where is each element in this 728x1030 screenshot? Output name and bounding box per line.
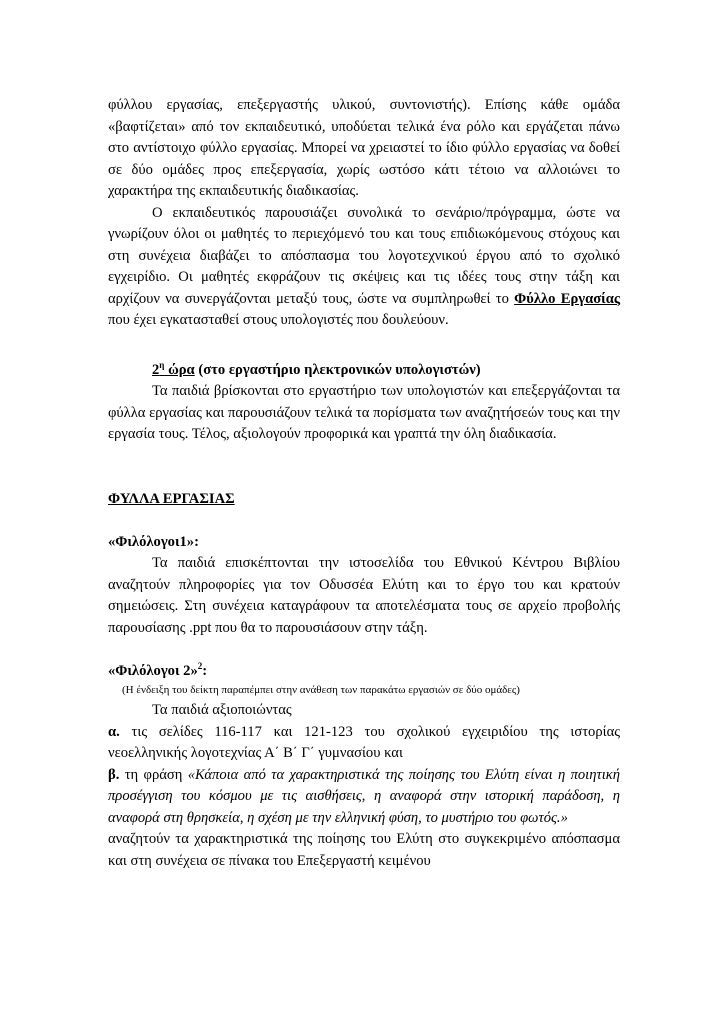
worksheet-2-intro: Τα παιδιά αξιοποιώντας xyxy=(152,702,292,718)
item-b-label: β. xyxy=(108,766,120,783)
hour-2-location: (στο εργαστήριο ηλεκτρονικών υπολογιστών) xyxy=(194,361,481,378)
hour-2-word: ώρα xyxy=(164,361,195,378)
worksheet-2-title xyxy=(108,661,620,683)
item-a-text: τις σελίδες 116-117 και 121-123 του σχολικού εγχειριδίου της ιστορίας νεοελληνικής λογοτεχνίας Α΄ Β΄ Γ΄ γυμνασίου και xyxy=(108,723,620,761)
worksheet-2-note: (Η ένδειξη του δείκτη παραπέμπει στην ανάθεση των παρακάτω εργασιών σε δύο ομάδες) xyxy=(122,684,520,696)
worksheet-2-final: αναζητούν τα χαρακτηριστικά της ποίησης του Ελύτη στο συγκεκριμένο απόσπασμα και στη συνέχεια σε πίνακα του Επεξεργαστή κειμένου xyxy=(108,831,620,869)
paragraph-hour-2: Τα παιδιά βρίσκονται στο εργαστήριο των υπολογιστών και επεξεργάζονται τα φύλλα εργασίας και παρουσιάζουν τελικά τα πορίσματα των αναζητήσεών τους και την εργασία τους. Τέλος, αξιολογούν προφορικά και γραπτά την όλη διαδικασία. xyxy=(108,383,620,442)
worksheet-1-title: «Φιλόλογοι1»: xyxy=(108,533,199,550)
worksheet-1-text: Τα παιδιά επισκέπτονται την ιστοσελίδα του Εθνικού Κέντρου Βιβλίου αναζητούν πληροφορίες για τον Οδυσσέα Ελύτη και το έργο του και κρατούν σημειώσεις. Στη συνέχεια καταγράφουν τα αποτελέσματα τους σε αρχείο προβολής παρουσίασης .ppt που θα το παρουσιάσουν στην τάξη. xyxy=(108,555,620,636)
spacer xyxy=(108,510,620,532)
item-b xyxy=(108,765,620,830)
spacer xyxy=(108,639,620,661)
spacer xyxy=(108,446,620,468)
paragraph-text-end: που έχει εγκατασταθεί στους υπολογιστές που δουλεύουν. xyxy=(108,312,449,328)
hour-2-label xyxy=(152,359,195,378)
worksheet-2-title-text: «Φιλόλογοι 2» xyxy=(108,662,198,679)
item-b-quote: «Κάποια από τα χαρακτηριστικά της ποίησης του Ελύτη είναι η ποιητική προσέγγιση του κόσμου με τις αισθήσεις, η αναφορά στην ιστορική παράδοση, η αναφορά στη θρησκεία, η σχέση με την ελληνική φύση, το μυστήριο του φωτός.» xyxy=(108,766,620,826)
hour-2-heading xyxy=(108,360,620,382)
worksheet-2-colon: : xyxy=(202,662,208,679)
worksheet-2-footnote-marker: 2 xyxy=(197,660,203,671)
item-a xyxy=(108,722,620,765)
hour-2-superscript: η xyxy=(159,359,165,370)
paragraph-continuation: φύλλου εργασίας, επεξεργαστής υλικού, συντονιστής). Επίσης κάθε ομάδα «βαφτίζεται» από τον εκπαιδευτικό, υποδύεται τελικά ένα ρόλο και εργάζεται πάνω στο αντίστοιχο φύλλο εργασίας. Μπορεί να χρειαστεί το ίδιο φύλλο εργασίας να δοθεί σε δύο ομάδες προς επεξεργασία, χωρίς ωστόσο κάτι τέτοιο να αλλοιώνει το χαρακτήρα της εκπαιδευτικής διαδικασίας. xyxy=(108,97,620,199)
spacer xyxy=(108,467,620,489)
section-title: ΦΥΛΛΑ ΕΡΓΑΣΙΑΣ xyxy=(108,490,235,507)
item-b-text: τη φράση xyxy=(119,766,188,783)
worksheet-term: Φύλλο Εργασίας xyxy=(514,290,620,307)
document-page xyxy=(108,95,620,872)
item-a-label: α. xyxy=(108,723,120,740)
paragraph-text: Ο εκπαιδευτικός παρουσιάζει συνολικά το σενάριο/πρόγραμμα, ώστε να γνωρίζουν όλοι οι μαθητές το περιεχόμενό του και τους επιδιωκόμενους στόχους και στη συνέχεια διαβάζει το απόσπασμα του λογοτεχνικού έργου από το σχολικό εγχειρίδιο. Οι μαθητές εκφράζουν τις σκέψεις και τις ιδέες τους στην τάξη και αρχίζουν να συνεργάζονται μεταξύ τους, ώστε να συμπληρωθεί το xyxy=(108,204,620,307)
spacer xyxy=(108,332,620,360)
hour-2-number: 2 xyxy=(152,361,160,378)
paragraph-teacher-presents xyxy=(108,203,620,332)
